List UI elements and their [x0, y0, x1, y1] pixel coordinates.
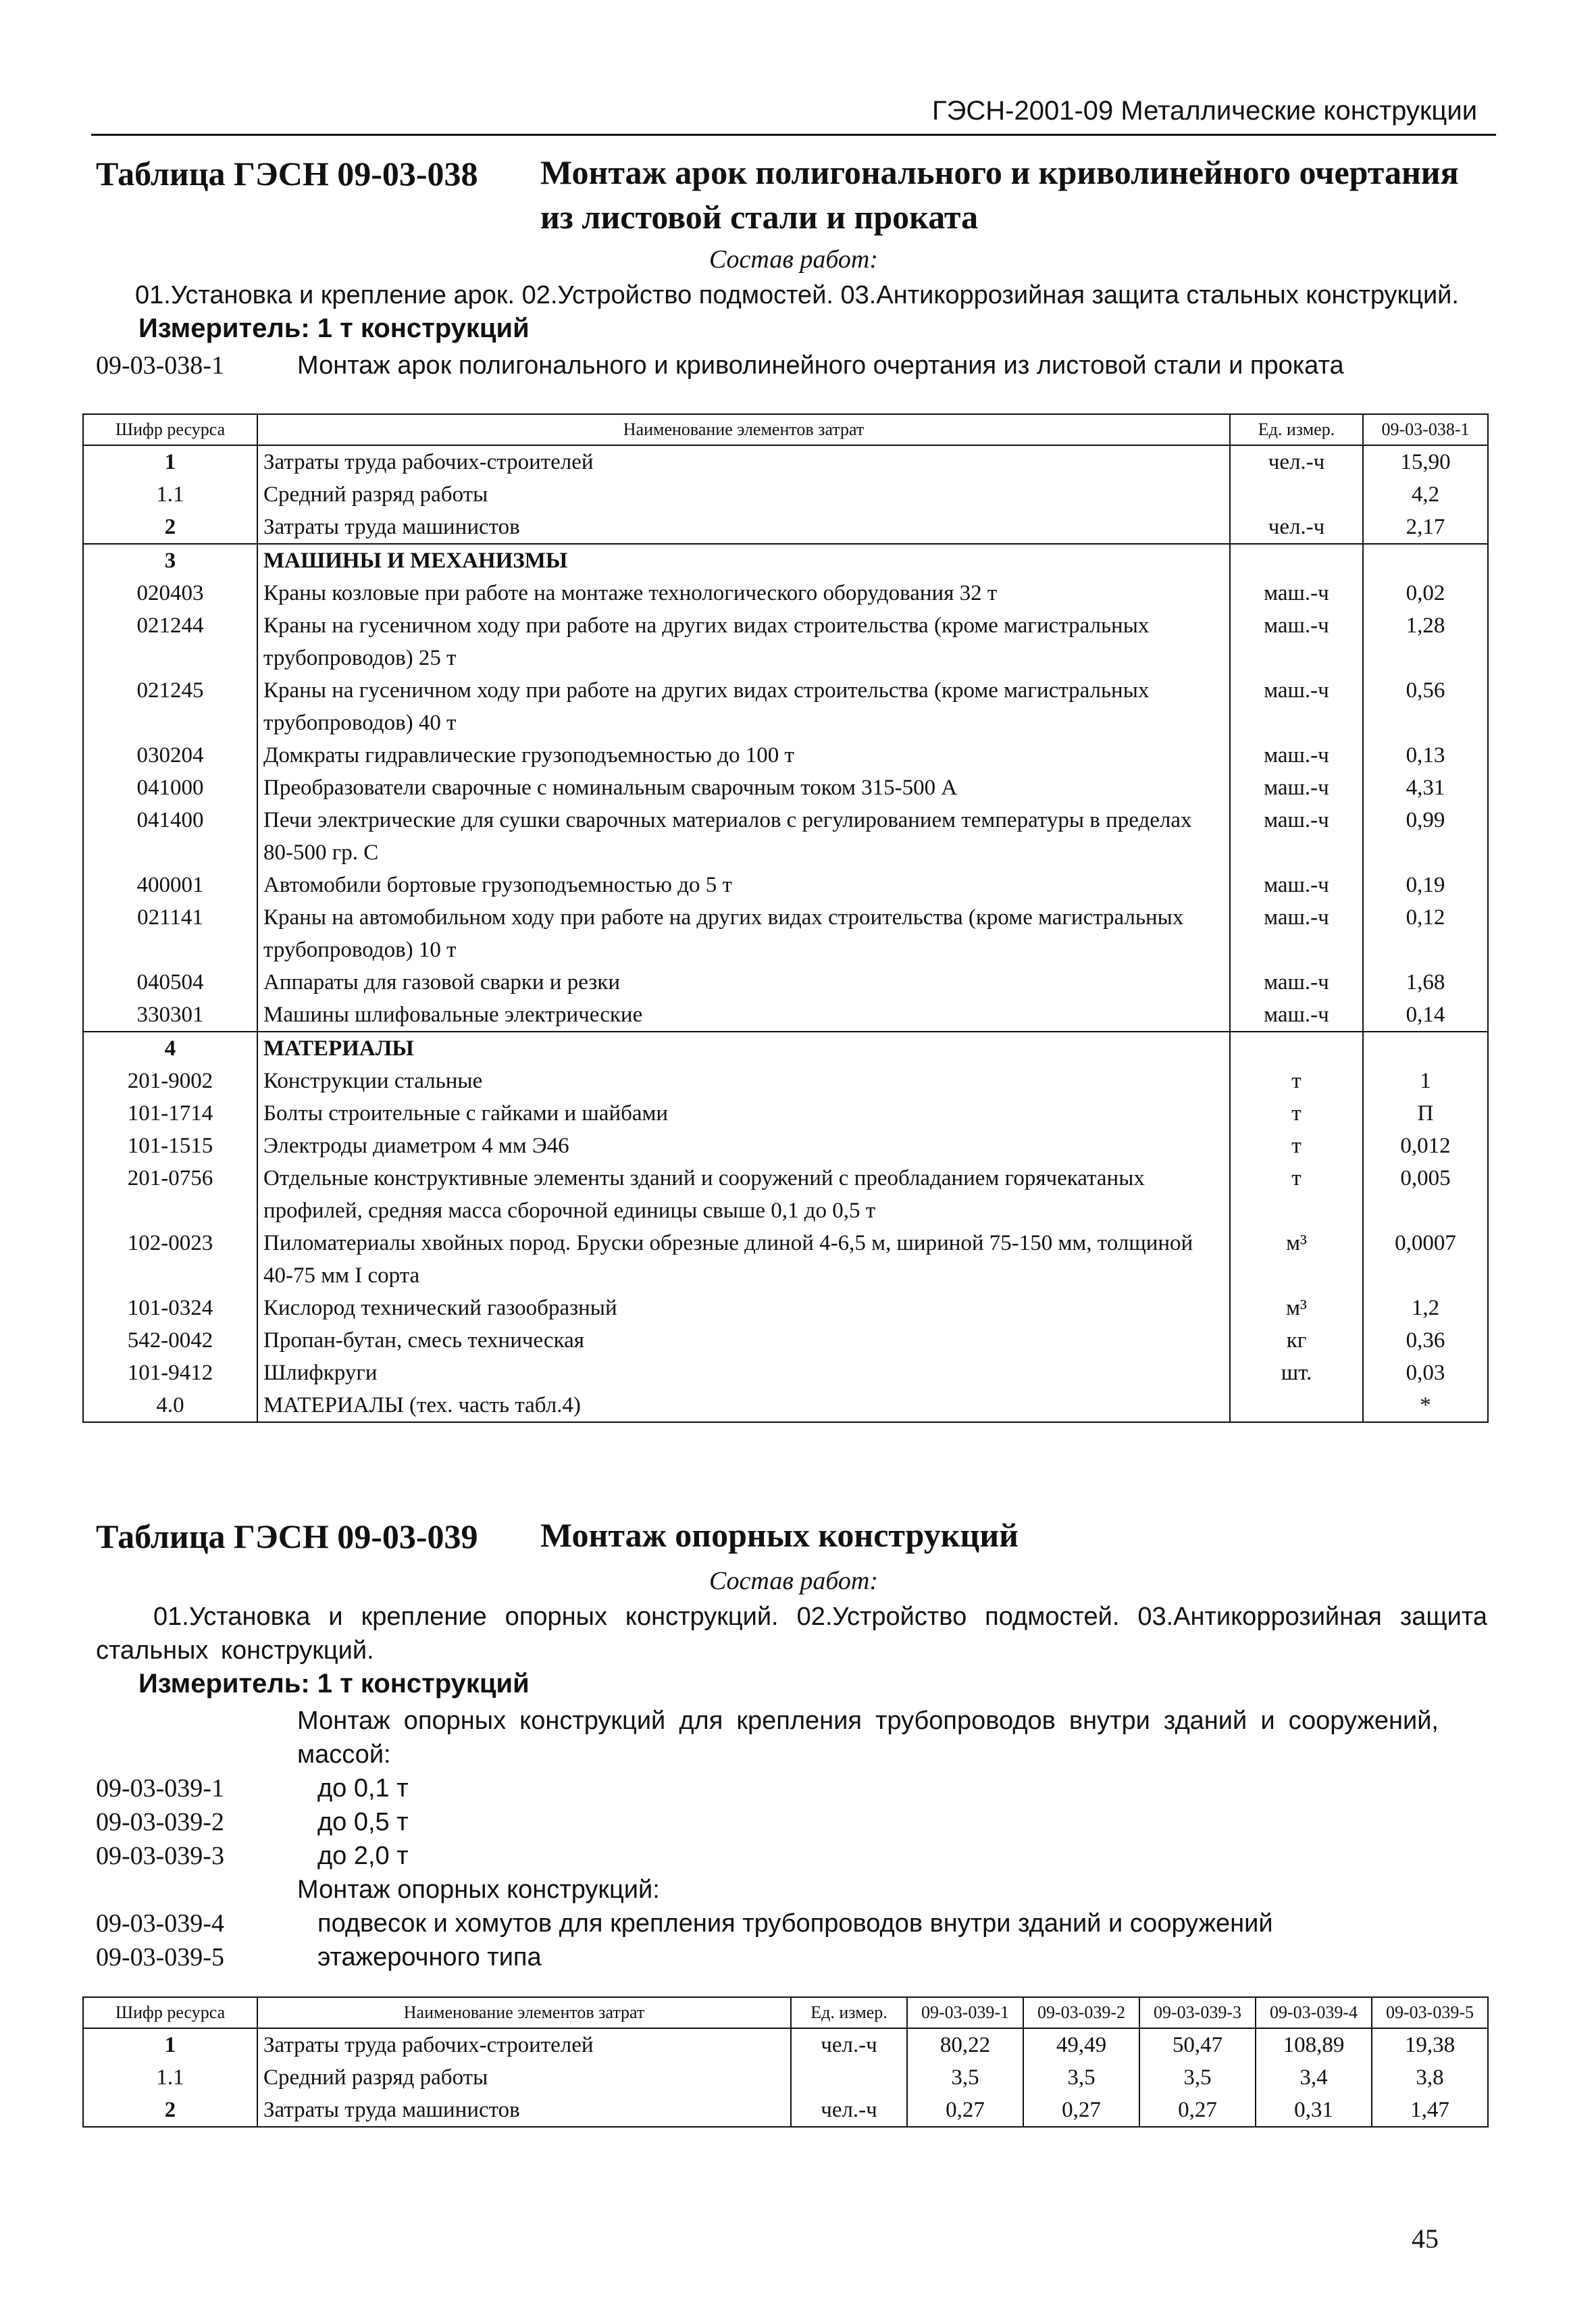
table-row [83, 445, 1488, 478]
cell-name: Печи электрические для сушки сварочных материалов с регулированием температуры в пределах 80-500 гр. С [257, 804, 1230, 869]
table-row [83, 869, 1488, 901]
table-row [83, 577, 1488, 609]
cell-unit: маш.-ч [1230, 577, 1363, 609]
table-row [83, 674, 1488, 739]
page-number: 45 [1412, 2223, 1439, 2254]
cell-value: 1 [1363, 1065, 1488, 1097]
cell-unit: м³ [1230, 1227, 1363, 1292]
cell-code: 040504 [83, 966, 257, 999]
cell-value: 4,2 [1363, 478, 1488, 511]
section1-item-code: 09-03-038-1 [96, 351, 224, 380]
table-row [83, 1032, 1488, 1065]
table-row [83, 1065, 1488, 1097]
cell-value: 19,38 [1372, 2028, 1488, 2061]
cell-value: 49,49 [1023, 2028, 1139, 2061]
table-row [83, 2028, 1488, 2061]
cell-value: 1,28 [1363, 609, 1488, 674]
cell-name: Краны на гусеничном ходу при работе на других видах строительства (кроме магистральных трубопроводов) 40 т [257, 674, 1230, 739]
table-row [83, 2061, 1488, 2094]
cell-name: Конструкции стальные [257, 1065, 1230, 1097]
cell-name: Автомобили бортовые грузоподъемностью до 5 т [257, 869, 1230, 901]
cell-name: Краны козловые при работе на монтаже технологического оборудования 32 т [257, 577, 1230, 609]
cell-unit: т [1230, 1162, 1363, 1227]
table-row [83, 999, 1488, 1032]
cell-value: 3,5 [1139, 2061, 1256, 2094]
cell-value: 0,03 [1363, 1357, 1488, 1389]
cell-unit [1230, 1389, 1363, 1422]
cell-code: 101-0324 [83, 1292, 257, 1324]
section2-title: Монтаж опорных конструкций [540, 1516, 1019, 1554]
running-header: ГЭСН-2001-09 Металлические конструкции [932, 96, 1478, 126]
section1-measure: Измеритель: 1 т конструкций [138, 313, 530, 343]
table-row [83, 1227, 1488, 1292]
header-norm: 09-03-038-1 [1363, 414, 1488, 445]
cell-name: Пропан-бутан, смесь техническая [257, 1324, 1230, 1357]
cell-unit: маш.-ч [1230, 869, 1363, 901]
cell-value: 0,99 [1363, 804, 1488, 869]
cell-value: 0,012 [1363, 1130, 1488, 1162]
header-norm: 09-03-039-2 [1023, 1997, 1139, 2028]
cell-value: 3,8 [1372, 2061, 1488, 2094]
cell-name: Электроды диаметром 4 мм Э46 [257, 1130, 1230, 1162]
cell-name: МАШИНЫ И МЕХАНИЗМЫ [257, 544, 1230, 577]
cell-name: Затраты труда машинистов [257, 511, 1230, 544]
cell-unit: шт. [1230, 1357, 1363, 1389]
cell-unit: чел.-ч [791, 2094, 907, 2127]
cell-value: 0,19 [1363, 869, 1488, 901]
cell-unit: кг [1230, 1324, 1363, 1357]
cell-unit: т [1230, 1130, 1363, 1162]
cell-name: Болты строительные с гайками и шайбами [257, 1097, 1230, 1130]
cell-value: 4,31 [1363, 772, 1488, 804]
section1-label: Таблица ГЭСН 09-03-038 [96, 155, 478, 193]
cell-value: 3,5 [907, 2061, 1023, 2094]
cell-code: 2 [83, 2094, 257, 2127]
section2-measure: Измеритель: 1 т конструкций [138, 1669, 530, 1699]
cell-code: 542-0042 [83, 1324, 257, 1357]
cell-name: Аппараты для газовой сварки и резки [257, 966, 1230, 999]
cell-value: П [1363, 1097, 1488, 1130]
cell-code: 201-0756 [83, 1162, 257, 1227]
cell-name: Пиломатериалы хвойных пород. Бруски обрезные длиной 4-6,5 м, шириной 75-150 мм, толщиной 40-75 мм I сорта [257, 1227, 1230, 1292]
cell-code: 101-1515 [83, 1130, 257, 1162]
table-row [83, 1097, 1488, 1130]
header-norm: 09-03-039-4 [1256, 1997, 1372, 2028]
cell-value: 0,14 [1363, 999, 1488, 1032]
item-code: 09-03-039-5 [96, 1943, 224, 1971]
cell-unit [1230, 1032, 1363, 1065]
table-row [83, 1389, 1488, 1422]
cell-code: 4 [83, 1032, 257, 1065]
item-desc: до 2,0 т [317, 1842, 409, 1870]
cell-unit: чел.-ч [791, 2028, 907, 2061]
header-code: Шифр ресурса [83, 414, 257, 445]
item-desc: этажерочного типа [317, 1943, 542, 1971]
section2-group1-desc: Монтаж опорных конструкций для крепления трубопроводов внутри зданий и сооружений, массой: [297, 1707, 1439, 1769]
cell-code: 1.1 [83, 2061, 257, 2094]
cell-unit: чел.-ч [1230, 445, 1363, 478]
cell-unit: маш.-ч [1230, 674, 1363, 739]
cell-value: 50,47 [1139, 2028, 1256, 2061]
cell-value: 15,90 [1363, 445, 1488, 478]
table-row [83, 966, 1488, 999]
item-code: 09-03-039-4 [96, 1909, 224, 1938]
table-row [83, 804, 1488, 869]
cell-code: 1.1 [83, 478, 257, 511]
cell-value: 0,02 [1363, 577, 1488, 609]
table-row [83, 544, 1488, 577]
cell-code: 1 [83, 445, 257, 478]
cell-name: Преобразователи сварочные с номинальным сварочным током 315-500 А [257, 772, 1230, 804]
section1-work-composition: 01.Установка и крепление арок. 02.Устройство подмостей. 03.Антикоррозийная защита стальных конструкций. [135, 281, 1459, 309]
cell-unit: маш.-ч [1230, 999, 1363, 1032]
section2-work-composition: 01.Установка и крепление опорных конструкций. 02.Устройство подмостей. 03.Антикоррозийная защита стальных конструкций. [96, 1603, 1487, 1665]
cell-value: 0,36 [1363, 1324, 1488, 1357]
cell-code: 4.0 [83, 1389, 257, 1422]
cell-code: 400001 [83, 869, 257, 901]
cell-code: 021141 [83, 901, 257, 966]
table-row [83, 1130, 1488, 1162]
cell-value: 0,27 [1023, 2094, 1139, 2127]
cell-value: 108,89 [1256, 2028, 1372, 2061]
cell-name: МАТЕРИАЛЫ (тех. часть табл.4) [257, 1389, 1230, 1422]
table-header-row [83, 414, 1488, 445]
cell-value: 0,0007 [1363, 1227, 1488, 1292]
cell-unit: маш.-ч [1230, 804, 1363, 869]
cell-unit: т [1230, 1097, 1363, 1130]
cell-name: Краны на гусеничном ходу при работе на других видах строительства (кроме магистральных трубопроводов) 25 т [257, 609, 1230, 674]
header-code: Шифр ресурса [83, 1997, 257, 2028]
cell-value: 2,17 [1363, 511, 1488, 544]
cell-value: 0,56 [1363, 674, 1488, 739]
cell-code: 101-9412 [83, 1357, 257, 1389]
table-row [83, 609, 1488, 674]
cell-code: 2 [83, 511, 257, 544]
cell-code: 102-0023 [83, 1227, 257, 1292]
cell-unit [1230, 478, 1363, 511]
cell-value: 0,005 [1363, 1162, 1488, 1227]
cell-code: 041400 [83, 804, 257, 869]
table-row [83, 901, 1488, 966]
item-desc: подвесок и хомутов для крепления трубопроводов внутри зданий и сооружений [317, 1909, 1273, 1938]
cell-value: 1,2 [1363, 1292, 1488, 1324]
table-row [83, 478, 1488, 511]
header-norm: 09-03-039-5 [1372, 1997, 1488, 2028]
cell-unit: маш.-ч [1230, 901, 1363, 966]
cell-value: 1,68 [1363, 966, 1488, 999]
cell-name: Домкраты гидравлические грузоподъемностью до 100 т [257, 739, 1230, 772]
header-unit: Ед. измер. [1230, 414, 1363, 445]
cell-unit: маш.-ч [1230, 739, 1363, 772]
table-row [83, 739, 1488, 772]
item-desc: до 0,1 т [317, 1774, 409, 1803]
cell-value: 0,27 [1139, 2094, 1256, 2127]
cell-name: Отдельные конструктивные элементы зданий и сооружений с преобладанием горячекатаных профилей, средняя масса сборочной единицы свыше 0,1 до 0,5 т [257, 1162, 1230, 1227]
cell-code: 020403 [83, 577, 257, 609]
cell-code: 1 [83, 2028, 257, 2061]
cell-code: 021244 [83, 609, 257, 674]
cell-name: Затраты труда рабочих-строителей [257, 445, 1230, 478]
cell-value: 80,22 [907, 2028, 1023, 2061]
item-code: 09-03-039-2 [96, 1808, 224, 1836]
cell-name: Краны на автомобильном ходу при работе на других видах строительства (кроме магистральных трубопроводов) 10 т [257, 901, 1230, 966]
cell-value: 0,31 [1256, 2094, 1372, 2127]
cell-name: Кислород технический газообразный [257, 1292, 1230, 1324]
cell-code: 201-9002 [83, 1065, 257, 1097]
cell-name: Средний разряд работы [257, 2061, 791, 2094]
item-code: 09-03-039-3 [96, 1842, 224, 1870]
cell-name: МАТЕРИАЛЫ [257, 1032, 1230, 1065]
cell-code: 030204 [83, 739, 257, 772]
cell-value: 0,27 [907, 2094, 1023, 2127]
header-unit: Ед. измер. [791, 1997, 907, 2028]
cell-value: 3,4 [1256, 2061, 1372, 2094]
cell-unit: т [1230, 1065, 1363, 1097]
header-name: Наименование элементов затрат [257, 414, 1230, 445]
section2-label: Таблица ГЭСН 09-03-039 [96, 1517, 478, 1555]
table-row [83, 511, 1488, 544]
item-code: 09-03-039-1 [96, 1774, 224, 1803]
cell-unit: чел.-ч [1230, 511, 1363, 544]
cell-unit: маш.-ч [1230, 966, 1363, 999]
cell-value [1363, 544, 1488, 577]
table-row [83, 1357, 1488, 1389]
item-desc: до 0,5 т [317, 1808, 409, 1836]
cell-value: * [1363, 1389, 1488, 1422]
cell-code: 3 [83, 544, 257, 577]
cell-name: Затраты труда рабочих-строителей [257, 2028, 791, 2061]
table-header-row [83, 1997, 1488, 2028]
cell-unit: маш.-ч [1230, 609, 1363, 674]
header-name: Наименование элементов затрат [257, 1997, 791, 2028]
cell-code: 330301 [83, 999, 257, 1032]
cell-code: 101-1714 [83, 1097, 257, 1130]
resource-table-038 [82, 413, 1489, 1423]
cell-name: Машины шлифовальные электрические [257, 999, 1230, 1032]
cell-value: 0,13 [1363, 739, 1488, 772]
cell-value [1363, 1032, 1488, 1065]
section1-sostav-heading: Состав работ: [709, 245, 879, 274]
cell-name: Затраты труда машинистов [257, 2094, 791, 2127]
cell-code: 041000 [83, 772, 257, 804]
cell-value: 3,5 [1023, 2061, 1139, 2094]
header-norm: 09-03-039-3 [1139, 1997, 1256, 2028]
table-row [83, 1324, 1488, 1357]
section2-sostav-heading: Состав работ: [709, 1567, 879, 1595]
table-row [83, 772, 1488, 804]
cell-unit [791, 2061, 907, 2094]
header-norm: 09-03-039-1 [907, 1997, 1023, 2028]
cell-unit: маш.-ч [1230, 772, 1363, 804]
table-row [83, 2094, 1488, 2127]
table-row [83, 1292, 1488, 1324]
cell-code: 021245 [83, 674, 257, 739]
cell-unit [1230, 544, 1363, 577]
cell-value: 0,12 [1363, 901, 1488, 966]
section1-title: Монтаж арок полигонального и криволинейного очертания из листовой стали и проката [540, 153, 1459, 236]
cell-value: 1,47 [1372, 2094, 1488, 2127]
cell-unit: м³ [1230, 1292, 1363, 1324]
resource-table-039 [82, 1996, 1489, 2128]
cell-name: Шлифкруги [257, 1357, 1230, 1389]
table-row [83, 1162, 1488, 1227]
cell-name: Средний разряд работы [257, 478, 1230, 511]
section2-group2-desc: Монтаж опорных конструкций: [297, 1876, 660, 1904]
header-rule [91, 134, 1496, 136]
section1-item-desc: Монтаж арок полигонального и криволинейного очертания из листовой стали и проката [297, 351, 1344, 380]
